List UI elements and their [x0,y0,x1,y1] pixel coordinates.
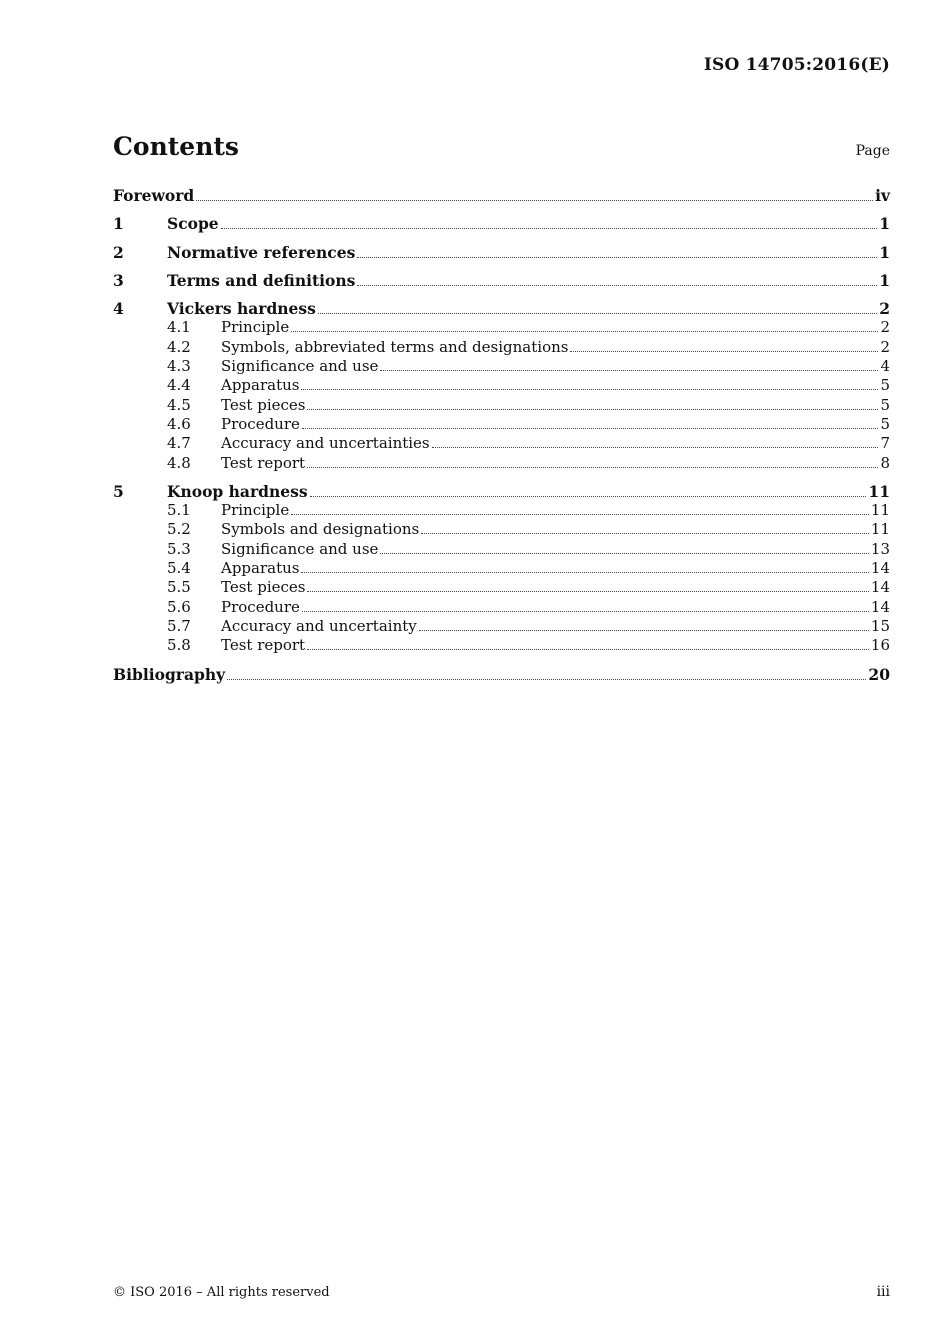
toc-entry-page: 11 [868,481,890,501]
toc-entry-number: 4.3 [167,357,191,376]
toc-entry-title: Accuracy and uncertainty [221,616,417,635]
dot-leader [380,553,869,554]
toc-entry-number: 2 [113,242,124,262]
toc-entry-title: Symbols and designations [221,520,420,539]
toc-entry-page: 2 [880,337,890,356]
toc-entry[interactable] [113,338,890,357]
dot-leader [421,533,869,534]
toc-entry-number: 4.2 [167,337,191,356]
toc-entry-page: 5 [880,414,890,433]
toc-entry[interactable] [113,299,890,318]
toc-entry-page: 14 [870,597,890,616]
toc-entry-number: 5.8 [167,636,191,655]
toc-entry-number: 5.6 [167,597,191,616]
toc-entry[interactable] [113,396,890,415]
toc-entry-number: 4.7 [167,434,191,453]
toc-entry-page: 5 [880,376,890,395]
dot-leader [196,200,873,201]
document-id: ISO 14705:2016(E) [703,55,890,75]
toc-entry[interactable] [113,665,890,684]
dot-leader [357,257,877,258]
toc-entry-page: 20 [868,664,890,684]
page-number: iii [876,1284,890,1300]
toc-entry-number: 4.5 [167,395,191,414]
dot-leader [307,591,868,592]
toc-entry-page: 11 [870,520,890,539]
toc-entry-page: 13 [870,539,890,558]
dot-leader [419,630,869,631]
toc-entry-number: 5.2 [167,520,191,539]
toc-entry-title: Symbols, abbreviated terms and designations [221,337,569,356]
toc-entry[interactable] [113,520,890,539]
toc-entry-number: 4.8 [167,453,191,472]
toc-entry[interactable] [113,501,890,520]
toc-entry-title: Knoop hardness [167,481,308,501]
dot-leader [318,313,877,314]
dot-leader [432,447,879,448]
toc-entry[interactable] [113,376,890,395]
toc-entry[interactable] [113,482,890,501]
toc-entry-title: Normative references [167,242,356,262]
toc-entry-page: 1 [879,270,890,290]
page-column-label: Page [855,143,890,159]
toc-entry-number: 5.1 [167,501,191,520]
toc-entry-title: Scope [167,214,219,234]
dot-leader [301,389,878,390]
toc-entry-page: 14 [870,559,890,578]
toc-entry-page: 16 [870,636,890,655]
toc-entry-title: Terms and definitions [167,270,356,290]
toc-entry-title: Procedure [221,414,300,433]
toc-entry-number: 5.3 [167,539,191,558]
toc-entry-number: 1 [113,214,124,234]
toc-entry-number: 5.4 [167,559,191,578]
toc-entry[interactable] [113,598,890,617]
toc-entry[interactable] [113,578,890,597]
toc-entry[interactable] [113,271,890,290]
toc-entry-title: Apparatus [221,376,300,395]
dot-leader [310,496,867,497]
toc-entry[interactable] [113,540,890,559]
toc-entry-title: Procedure [221,597,300,616]
dot-leader [301,572,868,573]
dot-leader [380,370,878,371]
dot-leader [221,228,878,229]
toc-entry-title: Accuracy and uncertainties [221,434,430,453]
toc-entry-number: 4.4 [167,376,191,395]
dot-leader [302,428,879,429]
toc-entry-number: 5.7 [167,616,191,635]
toc-entry-title: Significance and use [221,357,379,376]
toc-entry-number: 5 [113,481,124,501]
toc-entry-title: Vickers hardness [167,299,316,319]
toc-entry-page: 5 [880,395,890,414]
toc-entry[interactable] [113,415,890,434]
toc-entry-number: 4.1 [167,318,191,337]
dot-leader [570,351,878,352]
toc-entry-page: 1 [879,214,890,234]
dot-leader [307,467,878,468]
toc-entry-page: 4 [880,357,890,376]
toc-entry-page: 14 [870,578,890,597]
toc-entry[interactable] [113,357,890,376]
toc-entry-page: iv [875,186,890,205]
toc-entry[interactable] [113,214,890,233]
dot-leader [302,611,869,612]
table-of-contents [113,186,890,684]
toc-entry-number: 3 [113,270,124,290]
toc-entry[interactable] [113,636,890,655]
toc-entry-title: Apparatus [221,559,300,578]
toc-entry-title: Bibliography [113,664,226,684]
toc-entry[interactable] [113,318,890,337]
contents-title: Contents [113,132,240,161]
toc-entry-title: Principle [221,318,290,337]
toc-entry-title: Test pieces [221,578,306,597]
toc-entry-number: 4 [113,299,124,319]
dot-leader [307,649,869,650]
dot-leader [357,285,877,286]
toc-entry-number: 4.6 [167,414,191,433]
toc-entry-page: 7 [880,434,890,453]
toc-entry-page: 2 [879,299,890,319]
toc-entry-page: 2 [880,318,890,337]
toc-entry-title: Test report [221,453,306,472]
toc-entry-title: Significance and use [221,539,379,558]
toc-entry[interactable] [113,559,890,578]
toc-entry-title: Foreword [113,186,195,205]
toc-entry[interactable] [113,243,890,262]
toc-entry-page: 8 [880,453,890,472]
dot-leader [291,514,869,515]
toc-entry-title: Principle [221,501,290,520]
toc-entry-number: 5.5 [167,578,191,597]
dot-leader [307,409,878,410]
toc-entry[interactable] [113,434,890,453]
toc-entry-page: 11 [870,501,890,520]
toc-entry[interactable] [113,186,890,205]
toc-entry-title: Test report [221,636,306,655]
dot-leader [291,331,878,332]
copyright-notice: © ISO 2016 – All rights reserved [113,1285,330,1300]
toc-entry-page: 1 [879,242,890,262]
toc-entry[interactable] [113,617,890,636]
toc-entry[interactable] [113,454,890,473]
toc-entry-page: 15 [870,616,890,635]
toc-entry-title: Test pieces [221,395,306,414]
dot-leader [227,679,866,680]
